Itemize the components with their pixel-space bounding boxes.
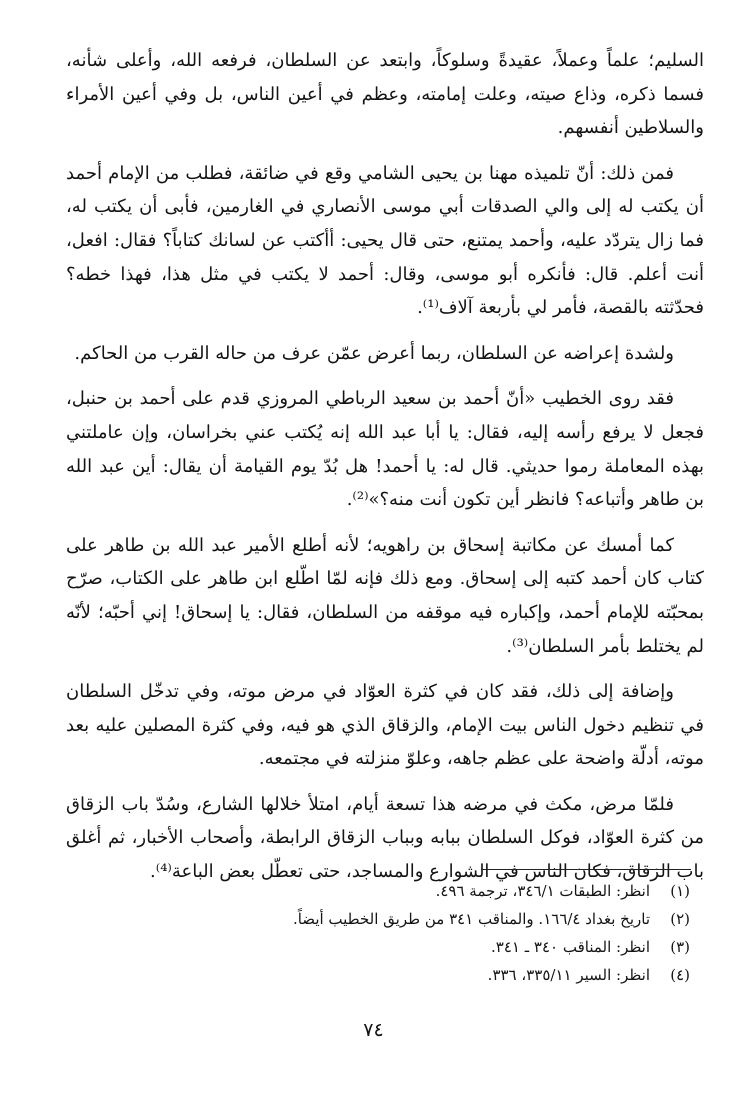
paragraph-6: وإضافة إلى ذلك، فقد كان في كثرة العوّاد في مرض موته، وفي تدخّل السلطان في تنظيم دخول الناس بيت الإمام، والزقاق الذي هو فيه، وفي كثرة المصلين عليه بعد موته، أدلّة واضحة على عظم جاهه، وعلوّ منزلته في مجتمعه. [66,681,704,770]
paragraph-1: السليم؛ علماً وعملاً، عقيدةً وسلوكاً، وابتعد عن السلطان، فرفعه الله، وأعلى شأنه، فسما ذكره، وذاع صيته، وعلت إمامته، وعظم في أعين الناس، بل وفي أعين الأمراء والسلاطين أنفسهم. [66,50,704,139]
footnote-4 [90,961,690,989]
footnote-divider [481,869,691,870]
footnote-2 [90,905,690,933]
paragraph-4: فقد روى الخطيب «أنّ أحمد بن سعيد الرباطي المروزي قدم على أحمد بن حنبل، فجعل لا يرفع رأسه إليه، فقال: يا أبا عبد الله إنه يُكتب عني بخراسان، وإن عاملتني بهذه المعاملة رموا حديثي. قال له: يا أحمد! هل بُدّ يوم القيامة أن يقال: أين عبد الله بن طاهر وأتباعه؟ فانظر أين تكون أنت منه؟»⁽²⁾. [66,388,704,511]
footnotes [90,877,690,989]
page-number: ٧٤ [363,1019,384,1041]
paragraph-3: ولشدة إعراضه عن السلطان، ربما أعرض عمّن عرف من حاله القرب من الحاكم. [74,342,674,364]
paragraph-2: فمن ذلك: أنّ تلميذه مهنا بن يحيى الشامي وقع في ضائقة، فطلب من الإمام أحمد أن يكتب له إلى والي الصدقات أبي موسى الأنصاري في الغارمين، فأبى أن يكتب له، فما زال يتردّد عليه، وأحمد يمتنع، حتى قال يحيى: أأكتب عن لسانك كتاباً؟ فقال: افعل، أنت أعلم. قال: فأنكره أبو موسى، وقال: أحمد لا يكتب في مثل هذا، فهذا خطه؟ فحدّثته بالقصة، فأمر لي بأربعة آلاف⁽¹⁾. [66,162,704,319]
paragraph-7: فلمّا مرض، مكث في مرضه هذا تسعة أيام، امتلأ خلالها الشارع، وسُدّ باب الزقاق من كثرة العوّاد، فوكل السلطان ببابه وبباب الزقاق الرابطة، وأصحاب الأخبار، ثم أغلق باب الزقاق، فكان الناس في الشوارع والمساجد، حتى تعطّل بعض الباعة⁽⁴⁾. [66,793,704,883]
footnote-text: انظر: المناقب ٣٤٠ ـ ٣٤١. [491,938,650,956]
footnote-text: تاريخ بغداد ١٦٦/٤. والمناقب ٣٤١ من طريق الخطيب أيضاً. [292,910,650,928]
footnote-number: (٣) [670,938,690,956]
main-text [66,44,704,901]
footnote-number: (٢) [670,910,690,928]
footnote-3 [90,933,690,961]
footnote-1 [90,877,690,905]
footnote-number: (٤) [670,966,690,984]
paragraph-5: كما أمسك عن مكاتبة إسحاق بن راهويه؛ لأنه أطلع الأمير عبد الله بن طاهر على كتاب كان أحمد كتبه إلى إسحاق. ومع ذلك فإنه لمّا اطّلع ابن طاهر على الكتاب، صرّح بمحبّته للإمام أحمد، وإكباره فيه موقفه من السلطان، فقال: يا إسحاق! إني أحبّه؛ لأنّه لم يختلط بأمر السلطان⁽³⁾. [66,534,704,657]
footnote-text: انظر: الطبقات ٣٤٦/١، ترجمة ٤٩٦. [435,882,650,900]
footnote-number: (١) [670,882,690,900]
footnote-text: انظر: السير ٣٣٥/١١، ٣٣٦. [487,966,650,984]
